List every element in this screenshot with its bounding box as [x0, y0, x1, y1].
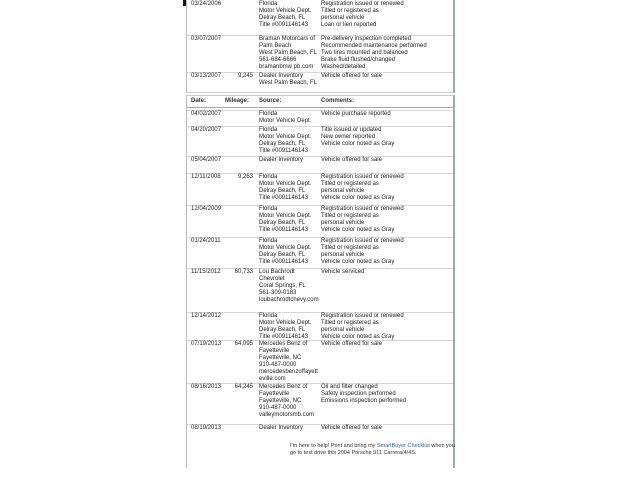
source-line: Motor Vehicle Dept. [259, 245, 312, 251]
record-date: 03/07/2007 [191, 36, 222, 42]
record-comments [321, 384, 406, 405]
source-line: Florida [259, 174, 278, 180]
comment-line: Titled or registered as [321, 213, 379, 219]
history-record [187, 424, 453, 431]
record-date: 12/11/2008 [191, 174, 221, 180]
record-mileage: 60,733 [234, 269, 253, 275]
comment-line: Titled or registered as [321, 8, 379, 14]
source-line: Florida [259, 313, 278, 319]
comment-line: Vehicle color noted as Gray [321, 334, 395, 340]
record-source [259, 206, 311, 234]
record-comments [321, 206, 404, 234]
history-record [187, 237, 453, 265]
source-line: Mercedes Benz of [259, 384, 308, 390]
source-line: 561-309-0183 [259, 290, 297, 296]
record-mileage: 9,263 [237, 174, 253, 180]
source-line: Fayetteville, NC [259, 398, 302, 404]
comment-line: personal vehicle [321, 327, 365, 333]
comment-line: Vehicle offered for sale [321, 157, 382, 163]
record-comments [321, 36, 427, 71]
record-comments [321, 341, 382, 348]
record-source [259, 341, 318, 383]
comment-line: New owner reported [321, 134, 376, 140]
comment-line: Title issued or updated [321, 127, 382, 133]
comment-line: personal vehicle [321, 252, 365, 258]
record-comments [321, 269, 364, 276]
source-line: Fayetteville [259, 391, 290, 397]
history-record [187, 110, 453, 124]
source-line: Motor Vehicle Dept. [259, 118, 312, 124]
source-line: 910-487-0000 [259, 362, 297, 368]
comment-line: Vehicle purchase reported [321, 111, 391, 117]
source-line: Delray Beach, FL [259, 141, 306, 147]
record-source [259, 174, 311, 202]
source-line: 910-487-0000 [259, 405, 297, 411]
record-date: 08/19/2013 [191, 425, 222, 431]
record-comments [321, 425, 382, 432]
source-line: Motor Vehicle Dept. [259, 320, 312, 326]
source-line: Title #0091146143 [259, 148, 309, 154]
comment-line: Vehicle offered for sale [321, 73, 382, 79]
comment-line: Brake fluid flushed/changed [321, 57, 396, 63]
record-source [259, 157, 303, 164]
comment-line: Registration issued or renewed [321, 174, 404, 180]
comment-line: Two tires mounted and balanced [321, 50, 408, 56]
source-line: Fayetteville [259, 348, 290, 354]
source-line: 561-684-6666 [259, 57, 297, 63]
source-line: Florida [259, 206, 278, 212]
source-line: Fayetteville, NC [259, 355, 302, 361]
record-date: 12/14/2012 [191, 313, 222, 319]
history-record [187, 173, 453, 201]
source-line: Delray Beach, FL [259, 252, 306, 258]
header-comments: Comments: [321, 98, 355, 104]
comment-line: Recommended maintenance performed [321, 43, 427, 49]
source-line: Lou Bachrodt [259, 269, 295, 275]
header-source: Source: [259, 98, 282, 104]
source-line: Motor Vehicle Dept. [259, 134, 312, 140]
comment-line: Oil and filter changed [321, 384, 378, 390]
source-line: Coral Springs, FL [259, 283, 306, 289]
record-date: 12/04/2009 [191, 206, 222, 212]
header-date: Date: [191, 98, 207, 104]
source-line: Motor Vehicle Dept. [259, 181, 312, 187]
comment-line: Vehicle color noted as Gray [321, 259, 395, 265]
comment-line: Pre-delivery inspection completed [321, 36, 412, 42]
history-record [187, 205, 453, 233]
record-comments [321, 157, 382, 164]
comment-line: Vehicle color noted as Gray [321, 141, 395, 147]
record-date: 07/19/2013 [191, 341, 222, 347]
history-record [187, 35, 453, 70]
comment-line: personal vehicle [321, 220, 365, 226]
source-line: Delray Beach, FL [259, 327, 306, 333]
record-source [259, 425, 303, 432]
comment-line: Titled or registered as [321, 245, 379, 251]
comment-line: Titled or registered as [321, 181, 379, 187]
record-comments [321, 111, 391, 118]
source-line: Chevrolet [259, 276, 285, 282]
source-line: Florida [259, 111, 278, 117]
comment-line: Vehicle color noted as Gray [321, 195, 395, 201]
comment-line: personal vehicle [321, 15, 365, 21]
smartbuyer-note [290, 443, 455, 457]
comment-line: Vehicle color noted as Gray [321, 227, 395, 233]
record-mileage: 9,245 [237, 73, 253, 79]
source-line: Motor Vehicle Dept. [259, 8, 312, 14]
record-date: 03/13/2007 [191, 73, 222, 79]
comment-line: Loan or lien reported [321, 22, 377, 28]
source-line: Braman Motorcars of [259, 36, 316, 42]
record-date: 04/20/2007 [191, 127, 222, 133]
history-record [187, 156, 453, 163]
history-sheet-main [186, 95, 455, 468]
record-source [259, 238, 311, 266]
source-line: Florida [259, 1, 278, 7]
note-intro: I'm here to help! Print and bring my [290, 443, 377, 449]
source-line: valleymotorsmb.com [259, 412, 315, 418]
record-source [259, 73, 317, 87]
comment-line: Registration issued or renewed [321, 238, 404, 244]
record-date: 04/02/2007 [191, 111, 222, 117]
source-line: mercedesbenzoffayett [259, 369, 318, 375]
source-line: loubachrodtchevy.com [259, 297, 319, 303]
record-date: 11/15/2012 [191, 269, 221, 275]
comment-line: Registration issued or renewed [321, 206, 404, 212]
record-source [259, 111, 311, 125]
source-line: West Palm Beach, FL [259, 50, 317, 56]
record-source [259, 384, 314, 419]
header-mileage: Mileage: [225, 98, 250, 104]
comment-line: Emissions inspection performed [321, 398, 407, 404]
table-header [187, 98, 453, 108]
history-record [187, 126, 453, 154]
record-comments [321, 1, 404, 29]
source-line: Delray Beach, FL [259, 220, 306, 226]
comment-line: personal vehicle [321, 188, 365, 194]
record-comments [321, 174, 404, 202]
source-line: eville.com [259, 376, 286, 382]
history-record [187, 340, 453, 382]
record-source [259, 313, 311, 341]
record-comments [321, 73, 382, 80]
source-line: Dealer Inventory [259, 157, 304, 163]
source-line: Dealer Inventory [259, 73, 304, 79]
comment-line: Washed/detailed [321, 64, 366, 70]
source-line: Title #0091146143 [259, 22, 309, 28]
record-mileage: 64,095 [234, 341, 253, 347]
record-source [259, 1, 311, 29]
record-date: 01/24/2011 [191, 238, 221, 244]
comment-line: Vehicle offered for sale [321, 425, 382, 431]
source-line: Dealer Inventory [259, 425, 304, 431]
source-line: Palm Beach [259, 43, 292, 49]
record-date: 05/04/2007 [191, 157, 222, 163]
record-date: 03/24/2006 [191, 1, 222, 7]
history-record [187, 72, 453, 86]
source-line: Title #0091146143 [259, 227, 309, 233]
comment-line: Vehicle serviced [321, 269, 365, 275]
source-line: Florida [259, 238, 278, 244]
source-line: bramanbmw pb.com [259, 64, 314, 70]
comment-line: Safety inspection performed [321, 391, 396, 397]
comment-line: Titled or registered as [321, 320, 379, 326]
source-line: Title #0091146143 [259, 195, 309, 201]
comment-line: Vehicle offered for sale [321, 341, 382, 347]
comment-line: Registration issued or renewed [321, 1, 404, 7]
history-record [187, 268, 453, 303]
record-source [259, 36, 317, 71]
record-source [259, 269, 319, 304]
source-line: Delray Beach, FL [259, 15, 306, 21]
source-line: Title #0091146143 [259, 259, 309, 265]
note-tail: when you go to test drive this 2004 Porsche 911 Carrera/4/4S. [290, 443, 455, 456]
source-line: Delray Beach, FL [259, 188, 306, 194]
smartbuyer-checklist-link[interactable]: SmartBuyer Checklist [376, 443, 430, 449]
record-mileage: 64,245 [234, 384, 253, 390]
record-comments [321, 313, 404, 341]
record-comments [321, 127, 394, 148]
history-record [187, 383, 453, 418]
record-date: 08/16/2013 [191, 384, 222, 390]
record-comments [321, 238, 404, 266]
source-line: Mercedes Benz of [259, 341, 308, 347]
source-line: Motor Vehicle Dept. [259, 213, 312, 219]
source-line: West Palm Beach, FL [259, 80, 317, 86]
comment-line: Registration issued or renewed [321, 313, 404, 319]
source-line: Title #0091146143 [259, 334, 309, 340]
source-line: Florida [259, 127, 278, 133]
record-source [259, 127, 311, 155]
history-sheet-top [186, 0, 455, 93]
history-record [187, 312, 453, 340]
